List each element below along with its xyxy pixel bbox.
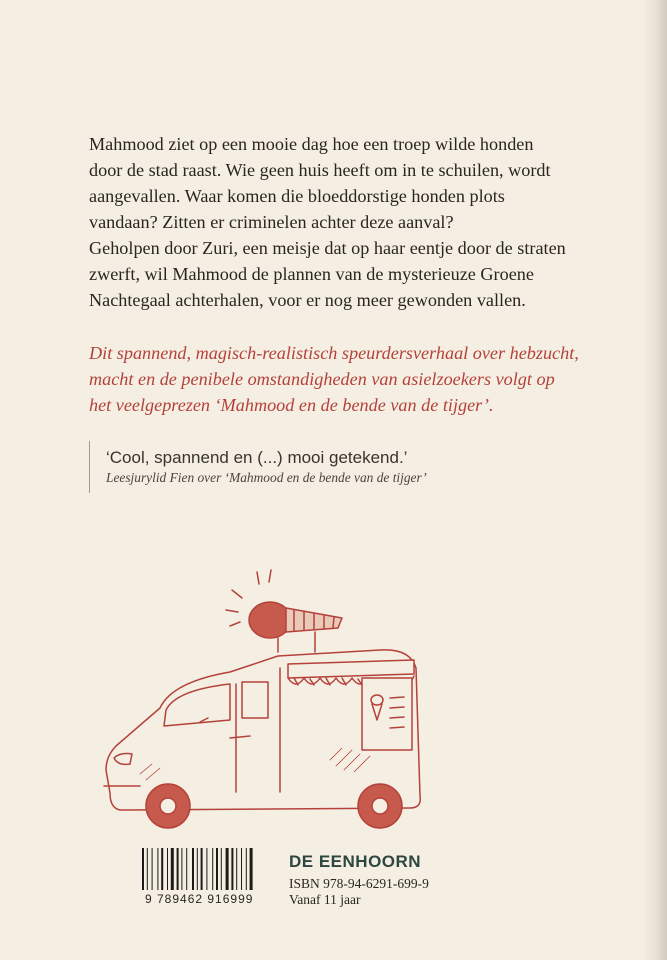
barcode-bar — [161, 848, 163, 890]
barcode-bar — [186, 848, 187, 890]
barcode-bar — [212, 848, 213, 890]
isbn-text: ISBN 978-94-6291-699-9 — [289, 876, 429, 891]
barcode-bar — [250, 848, 253, 890]
barcode-bar — [192, 848, 194, 890]
barcode-bar — [142, 848, 144, 890]
barcode-bar — [157, 848, 158, 890]
barcode-bar — [221, 848, 222, 890]
quote-source: Leesjurylid Fien over ‘Mahmood en de bende van de tijger’ — [106, 470, 427, 485]
barcode-bar — [231, 848, 233, 890]
barcode-bar — [206, 848, 207, 890]
blurb-line: vandaan? Zitten er criminelen achter deze aanval? — [89, 212, 454, 232]
barcode-digits: 9 789462 916999 — [145, 892, 254, 906]
barcode-bar — [236, 848, 237, 890]
blurb-line: aangevallen. Waar komen die bloeddorstige honden plots — [89, 186, 505, 206]
highlight-line: macht en de penibele omstandigheden van asielzoekers volgt op — [89, 369, 555, 389]
barcode-bar — [181, 848, 182, 890]
barcode-bar — [147, 848, 148, 890]
review-quote — [89, 441, 556, 493]
barcode-bar — [171, 848, 174, 890]
barcode-bar — [167, 848, 168, 890]
barcode-bar — [226, 848, 229, 890]
ice-cream-van-illustration — [80, 560, 460, 850]
front-wheel — [146, 784, 190, 828]
blurb-line: zwerft, wil Mahmood de plannen van de mysterieuze Groene — [89, 264, 534, 284]
rear-wheel — [358, 784, 402, 828]
highlight-line: het veelgeprezen ‘Mahmood en de bende van de tijger’. — [89, 395, 494, 415]
age-range: Vanaf 11 jaar — [289, 892, 361, 907]
blurb-paragraph — [89, 131, 609, 313]
spine-shadow — [643, 0, 667, 960]
blurb-line: Geholpen door Zuri, een meisje dat op haar eentje door de straten — [89, 238, 566, 258]
ice-cream-cone-sign — [249, 602, 342, 652]
highlight-line: Dit spannend, magisch-realistisch speurdersverhaal over hebzucht, — [89, 343, 579, 363]
highlight-paragraph — [89, 340, 609, 418]
blurb-line: door de stad raast. Wie geen huis heeft om in te schuilen, wordt — [89, 160, 551, 180]
quote-text: ‘Cool, spannend en (...) mooi getekend.’ — [106, 448, 408, 467]
barcode-bar — [216, 848, 218, 890]
publisher-name: DE EENHOORN — [289, 852, 422, 871]
barcode-bar — [201, 848, 203, 890]
barcode-bar — [197, 848, 198, 890]
blurb-line: Mahmood ziet op een mooie dag hoe een troep wilde honden — [89, 134, 534, 154]
serving-window — [362, 678, 412, 750]
barcode-bar — [177, 848, 179, 890]
barcode-bar — [246, 848, 247, 890]
blurb-line: Nachtegaal achterhalen, voor er nog meer gewonden vallen. — [89, 290, 526, 310]
barcode-bar — [241, 848, 242, 890]
barcode-bar — [152, 848, 153, 890]
